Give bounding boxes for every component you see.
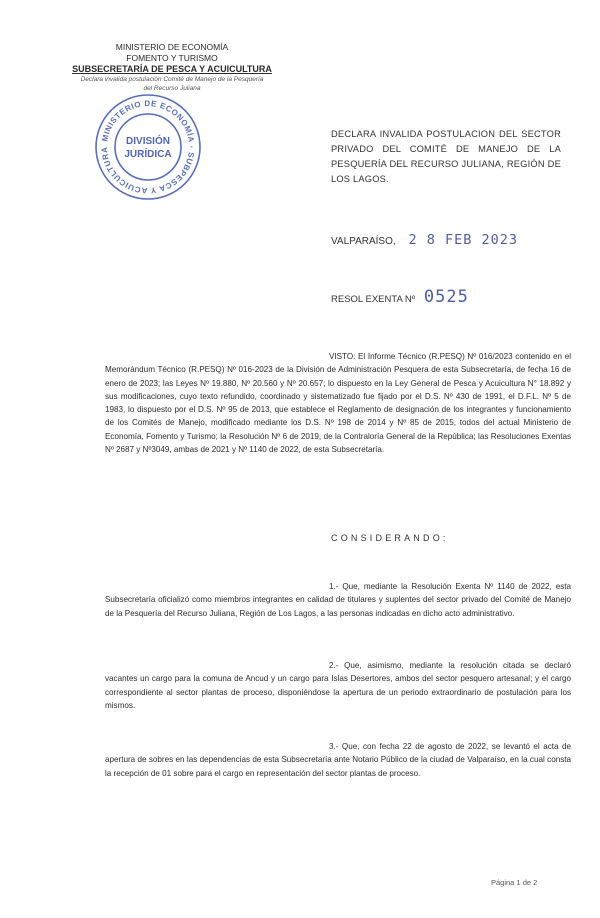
considerando-paragraph-3 (105, 740, 571, 780)
considerando-body: levantó el acta de apertura de sobres en las dependencias de esta Subsecretaría ante Notario Público de la ciudad de Valparaíso, en la cual consta la recepción de 01 sobre para el cargo en representación del sector plantas de proceso. (105, 742, 572, 778)
header-subject-note: Declara invalida postulación Comité de Manejo de la Pesquería (80, 76, 264, 83)
resolution-number-line (331, 287, 469, 307)
considerando-body: se declaró vacantes un cargo para la comuna de Ancud y un cargo para Islas Desertores, ambos del sector pesquero artesanal; y el cargo correspondiente al sector plantas de proceso, disponiéndose la apertura de un periodo extraordinario de postulación para los mismos. (105, 661, 572, 710)
visto-first-line: VISTO: El Informe Técnico (R.PESQ) Nº 016/2023 (329, 352, 513, 361)
date-place: VALPARAÍSO, (331, 236, 396, 247)
division-juridica-stamp (93, 92, 203, 202)
ministry-header (62, 42, 282, 93)
header-ministry-line: MINISTERIO DE ECONOMÍA (115, 42, 229, 52)
resolution-label: RESOL EXENTA Nº (331, 294, 416, 305)
considerando-first-line: 2.- Que, asimismo, mediante la resolución citada (329, 661, 525, 670)
resolution-title: DECLARA INVALIDA POSTULACION DEL SECTOR PRIVADO DEL COMITÉ DE MANEJO DE LA PESQUERÍA DEL RECURSO JULIANA, REGIÓN DE LOS LAGOS. (331, 129, 561, 184)
considerando-first-line: 3.- Que, con fecha 22 de agosto de 2022, se (329, 742, 501, 751)
stamp-center-line2: JURÍDICA (124, 149, 172, 160)
resolution-number: 0525 (423, 287, 469, 307)
considerando-body: de 2022, esta Subsecretaría oficializó como miembros integrantes en calidad de titulares y suplentes del sector privado del Comité de Manejo de la Pesquería del Recurso Juliana, Región de Los Lagos, a las personas indicadas en dicho acto administrativo. (105, 582, 571, 618)
header-subsecretaria: SUBSECRETARÍA DE PESCA Y ACUICULTURA (72, 64, 272, 74)
header-ministry-line: FOMENTO Y TURISMO (126, 53, 218, 63)
stamp-ring-text: MINISTERIO DE ECONOMÍA · SUBPESCA Y ACUICULTURA (99, 98, 197, 196)
page-number: Página 1 de 2 (491, 878, 538, 887)
header-subject-note: del Recurso Juliana (143, 85, 201, 92)
considerando-first-line: 1.- Que, mediante la Resolución Exenta Nº 1140 (329, 582, 515, 591)
visto-body: contenido en el Memorándum Técnico (R.PESQ) Nº 016-2023 de la División de Administración Pesquera de esta Subsecretaría, de fecha 16 de enero de 2023; las Leyes Nº 19.880, Nº 20.560 y Nº 20.657; lo dispuesto en la Ley General de Pesca y Acuicultura N° 18.892 y sus modificaciones, cuyo texto refundido, coordinado y sistematizado fue fijado por el D.S. Nº 430 de 1991, el D.F.L. Nº 5 de 1983, lo dispuesto por el D.S. Nº 95 de 2013, que establece el Reglamento de designación de los integrantes y funcionamiento de los Comités de Manejo, modificado mediante los D.S. Nº 198 de 2014 y Nº 85 de 2015, todos del actual Ministerio de Economía, Fomento y Turismo; la Resolución Nº 6 de 2019, de la Contraloría General de la República; las Resoluciones Exentas Nº 2687 y Nº3049, ambas de 2021 y Nº 1140 de 2022, de esta Subsecretaría. (105, 352, 571, 455)
considerando-paragraph-2 (105, 659, 571, 712)
date-stamp: 2 8 FEB 2023 (408, 232, 518, 248)
considerando-paragraph-1 (105, 580, 571, 620)
visto-paragraph (105, 350, 571, 456)
date-line (331, 232, 518, 248)
stamp-center-line1: DIVISIÓN (126, 136, 170, 147)
considerando-heading: CONSIDERANDO: (331, 533, 449, 543)
